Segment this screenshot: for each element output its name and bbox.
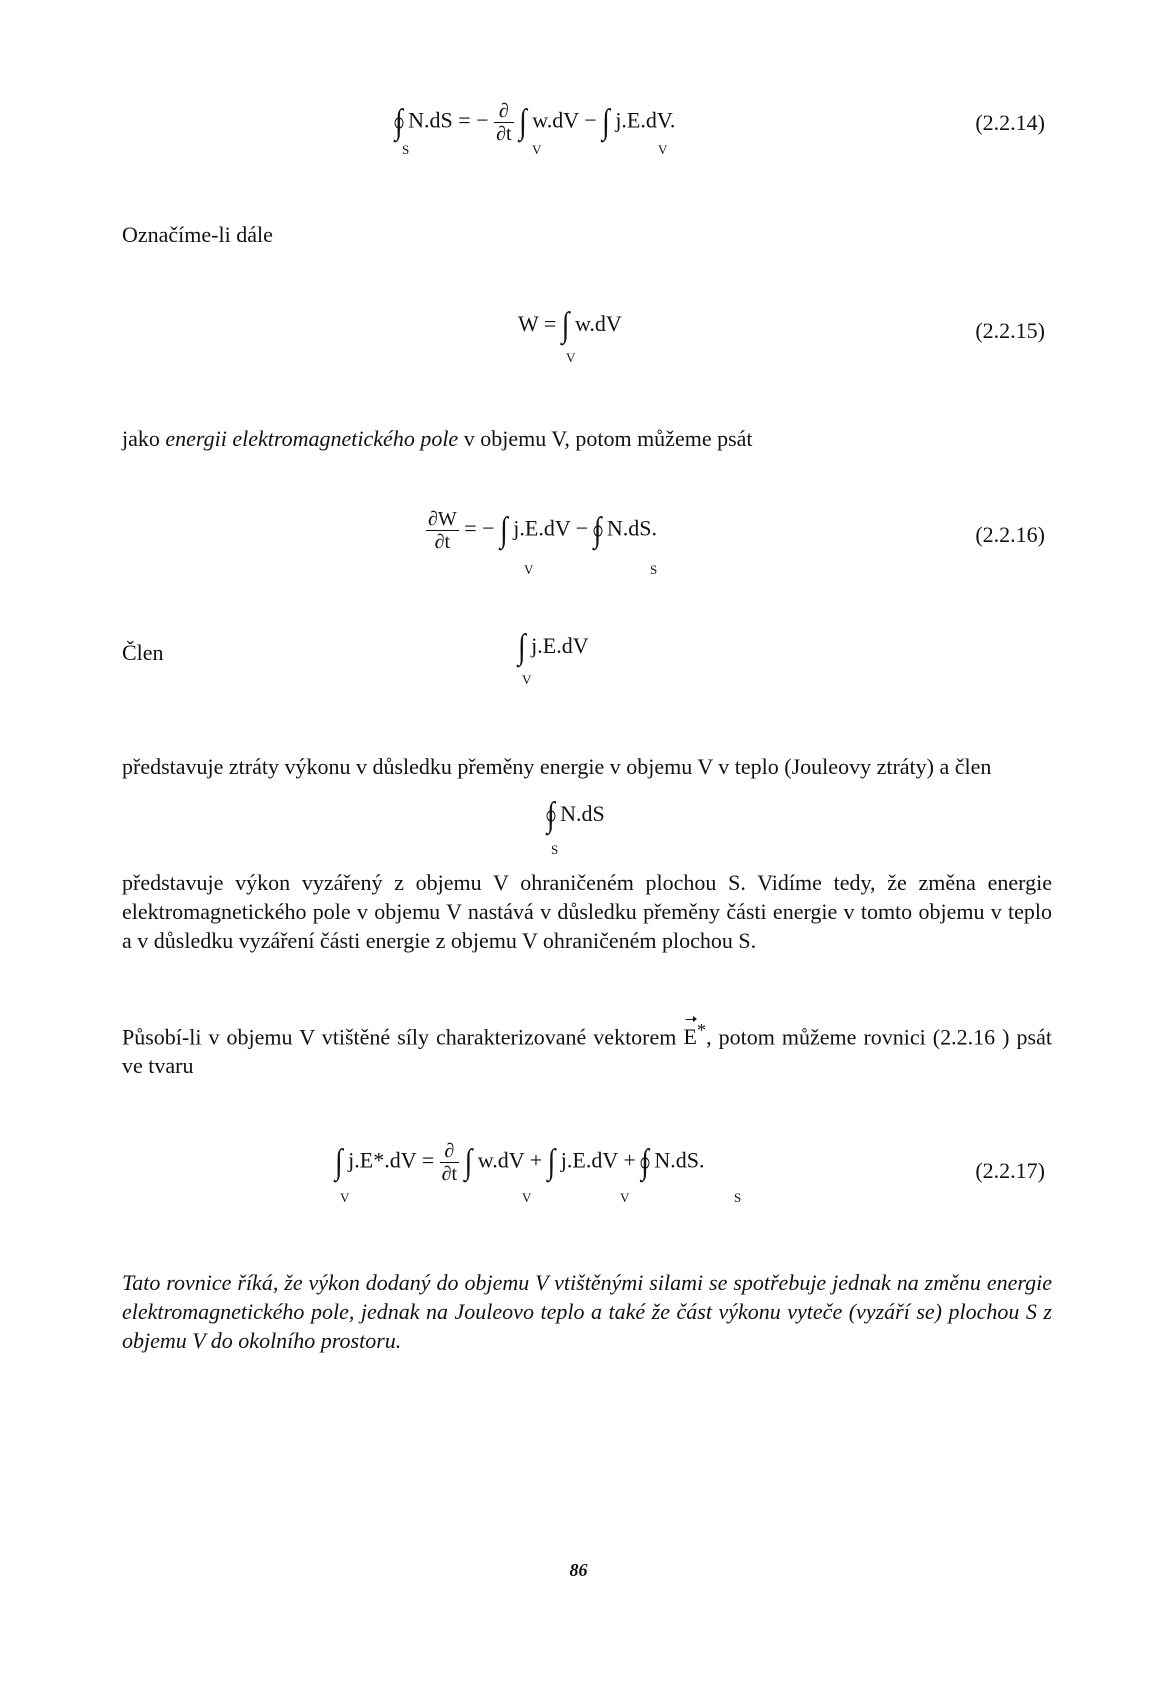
label-clen: Člen <box>122 640 164 665</box>
paragraph-vykon-vyzareny: představuje výkon vyzářený z objemu V ohraničeném plochou S. Vidíme tedy, že změna energie elektromagnetického pole v objemu V nastává v důsledku přeměny části energie v tomto objemu v teplo a v důsledku vyzáření části energie z objemu V ohraničeném plochou S. <box>122 870 1052 953</box>
eq6-partial-num: ∂ <box>440 1140 459 1163</box>
eq1-equals: = <box>458 107 471 133</box>
eq3-surface-sub: S <box>650 562 658 577</box>
eq1-term1: w.dV <box>532 107 579 133</box>
equation-2-2-16 <box>426 508 657 553</box>
eq1-vol2-sub: V <box>658 142 668 157</box>
eq3-partial-num: ∂W <box>428 508 457 530</box>
p2-part-a: jako <box>122 426 166 451</box>
eq1-surface-sub: S <box>402 142 410 157</box>
eq1-partial-num: ∂ <box>494 100 513 123</box>
p5-part-a: Působí-li v objemu V vtištěné síly charakterizované vektorem <box>122 1024 684 1050</box>
eq4-vol-sub: V <box>522 672 532 687</box>
surface-integral-symbol: ∫ <box>593 510 602 550</box>
integral-symbol: ∫ <box>519 102 527 142</box>
integral-symbol: ∫ <box>518 628 526 667</box>
p5-superscript: * <box>696 1020 707 1040</box>
paragraph-pusobi-li <box>122 1016 1052 1080</box>
eq6-term4: N.dS. <box>654 1147 705 1173</box>
eq6-term2: w.dV + <box>477 1147 543 1173</box>
eq2-lhs: W = <box>518 311 557 336</box>
eq1-minus2: − <box>584 107 597 133</box>
eq2-vol-sub: V <box>566 350 576 365</box>
equation-2-2-17 <box>335 1140 705 1185</box>
eq6-vol3-sub: V <box>620 1190 630 1205</box>
paragraph-tato-rovnice: Tato rovnice říká, že výkon dodaný do objemu V vtištěnými silami se spotřebuje jednak na změnu energie elektromagnetického pole, jednak na Jouleovo teplo a také že část výkonu vyteče (vyzáří se) plochou S z objemu V do okolního prostoru. <box>122 1270 1052 1353</box>
integral-symbol: ∫ <box>464 1142 473 1182</box>
equation-joule-term <box>518 628 589 667</box>
eq5-term: N.dS <box>560 801 605 826</box>
surface-integral-symbol: ∫ <box>395 102 403 142</box>
eq4-term: j.E.dV <box>531 633 589 658</box>
integral-symbol: ∫ <box>500 510 508 550</box>
p5-part-b: , potom můžeme rovnici (2.2.16 ) psát ve tvaru <box>122 1024 1052 1079</box>
eq6-partial-fraction <box>440 1140 459 1185</box>
eq1-lhs: N.dS <box>408 107 453 133</box>
integral-symbol: ∫ <box>602 102 610 142</box>
surface-integral-symbol: ∫ <box>547 796 555 835</box>
eq6-vol1-sub: V <box>340 1190 350 1205</box>
paragraph-oznacime: Označíme-li dále <box>122 222 273 247</box>
vector-e-star: E <box>683 1024 697 1050</box>
integral-symbol: ∫ <box>335 1142 343 1182</box>
equation-number-2-2-17: (2.2.17) <box>975 1158 1045 1183</box>
eq1-vol1-sub: V <box>532 142 542 157</box>
eq6-surface-sub: S <box>734 1190 742 1205</box>
eq3-partial-den: ∂t <box>434 531 451 553</box>
eq1-partial-fraction <box>494 100 513 145</box>
page-number: 86 <box>569 1560 588 1580</box>
eq1-minus: − <box>476 107 489 133</box>
eq3-term2: N.dS. <box>606 515 658 541</box>
eq6-vol2-sub: V <box>522 1190 532 1205</box>
p2-part-b: v objemu V, potom můžeme psát <box>458 426 753 451</box>
eq2-term: w.dV <box>574 311 622 336</box>
eq1-partial-den: ∂t <box>496 123 512 145</box>
equation-radiation-term <box>547 796 605 835</box>
equation-2-2-15 <box>518 306 622 345</box>
equation-number-2-2-14: (2.2.14) <box>975 110 1045 135</box>
surface-integral-symbol: ∫ <box>641 1142 649 1182</box>
eq3-partial-fraction <box>426 508 459 553</box>
eq5-surface-sub: S <box>551 842 559 857</box>
equation-2-2-14 <box>395 100 675 145</box>
eq6-term1: j.E*.dV = <box>348 1147 435 1173</box>
eq3-equals: = − <box>464 515 495 541</box>
eq1-term2: j.E.dV. <box>615 107 676 133</box>
integral-symbol: ∫ <box>561 306 570 345</box>
equation-number-2-2-16: (2.2.16) <box>975 522 1045 547</box>
eq6-term3: j.E.dV + <box>560 1147 636 1173</box>
integral-symbol: ∫ <box>547 1142 556 1182</box>
equation-number-2-2-15: (2.2.15) <box>975 318 1045 343</box>
paragraph-jako-energii <box>122 424 753 453</box>
paragraph-ztraty-vykonu: představuje ztráty výkonu v důsledku přeměny energie v objemu V v teplo (Jouleovy ztráty) a člen <box>122 754 992 779</box>
p2-emphasis: energii elektromagnetického pole <box>165 426 459 451</box>
eq3-term1: j.E.dV − <box>513 515 589 541</box>
eq6-partial-den: ∂t <box>441 1163 458 1185</box>
eq3-vol-sub: V <box>524 562 534 577</box>
